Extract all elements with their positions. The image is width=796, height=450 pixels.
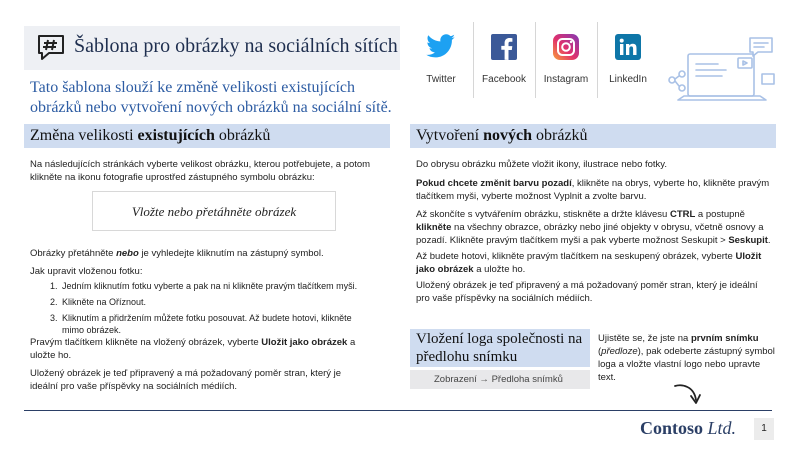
menu-item-slide-master: Předloha snímků [491,374,563,385]
text-bold: prvním snímku [690,333,759,344]
text-part: ( [598,346,602,357]
text-part: a postupně [695,209,745,220]
text-part: Ujistěte se, že jste na [598,333,691,344]
heading-part: Vytvoření [416,127,484,144]
heading-bold: existujících [137,127,215,144]
text-part: Obrázky přetáhněte [30,248,117,259]
text-part: Až budete hotovi, klikněte pravým tlačítkem na seskupený obrázek, vyberte [416,251,736,262]
paragraph: Uložený obrázek je teď připravený a má požadovaný poměr stran, který je ideální pro vaše příspěvky na sociálních médiích. [30,368,342,392]
text-part: Až skončíte s vytvářením obrázku, stiskněte a držte klávesu [416,209,670,220]
heading-part: obrázků [532,127,588,144]
footer-divider [24,410,772,411]
text-part: a uložte ho. [30,337,356,361]
intro-text: Tato šablona slouží ke změně velikosti existujících obrázků nebo vytvoření nových obrázků na sociální sítě. [30,79,392,116]
text-part: a uložte ho. [473,264,526,275]
curved-arrow-icon [672,382,706,408]
text-bold: CTRL [669,209,696,220]
section-heading-create [410,124,776,148]
paragraph [30,336,356,362]
brand-suffix: Ltd. [703,418,737,438]
text-bold: Seskupit [728,235,768,246]
social-label: Twitter [426,74,456,85]
page-number: 1 [754,418,774,440]
text-part: je vyhledejte kliknutím na zástupný symbol. [138,248,324,259]
social-label: Instagram [543,74,589,85]
list-item: 2. Klikněte na Oříznout. [60,296,360,308]
list-item: 1. Jedním kliknutím fotku vyberte a pak na ni klikněte pravým tlačítkem myši. [60,280,360,292]
text-part: Pravým tlačítkem klikněte na vložený obrázek, vyberte [30,337,262,348]
facebook-icon [491,34,517,60]
paragraph [416,177,772,203]
section-heading-resize [24,124,390,148]
heading-part: Změna velikosti [30,127,138,144]
hashtag-icon [36,32,66,62]
instagram-icon [553,34,579,60]
text-bold: Uložit jako obrázek [261,337,348,348]
paragraph: Jak upravit vloženou fotku: [30,266,143,277]
social-label: LinkedIn [609,74,647,85]
heading-bold: nových [483,127,533,144]
social-linkedin [597,34,659,85]
menu-path [410,370,590,389]
social-instagram [535,34,597,85]
paragraph [416,250,772,276]
list-item: 3. Kliknutím a přidržením můžete fotku posouvat. Až budete hotovi, klikněte mimo obrázek. [60,312,360,336]
text-emphasis: předloze [601,346,638,357]
text-bold: Uložit jako obrázek [416,251,762,275]
menu-item-view: Zobrazení [434,374,477,385]
logo-instructions [598,332,776,384]
brand-name: Contoso [640,418,704,438]
text-bold: klikněte [416,222,452,233]
image-placeholder[interactable]: Vložte nebo přetáhněte obrázek [92,191,336,231]
social-twitter [410,34,472,85]
text-part: ), pak odeberte zástupný symbol loga a vložte vlastní logo nebo upravte text. [598,346,775,383]
company-logo [640,418,736,439]
linkedin-icon [615,34,641,60]
twitter-icon [426,34,456,60]
text-part: na všechny obrazce, obrázky nebo jiné objekty v obrysu, včetně osnovy a pozadí. Klikněte pravým tlačítkem myši a pak vyberte možnost Seskupit > [416,222,764,246]
arrow-right-icon: → [479,374,489,385]
text-part: . [767,235,771,246]
logo-heading: Vložení loga společnosti na předlohu snímku [410,329,590,367]
paragraph [416,208,772,247]
text-bold: Pokud chcete změnit barvu pozadí [416,178,572,189]
paragraph [30,247,386,260]
heading-part: obrázků [214,127,271,144]
text-emphasis: nebo [116,248,139,259]
social-label: Facebook [482,74,526,85]
text-part: , klikněte na obrys, vyberte ho, klikněte pravým tlačítkem myši, vyberte možnost Vyplnit a zvolte barvu. [416,178,770,202]
paragraph: Na následujících stránkách vyberte velikost obrázku, kterou potřebujete, a potom klikněte na ikonu fotografie uprostřed zástupného symbolu obrázku: [30,159,371,183]
page-title: Šablona pro obrázky na sociálních sítích [74,35,398,57]
steps-list [30,280,360,340]
laptop-illustration [666,34,778,110]
paragraph: Do obrysu obrázku můžete vložit ikony, ilustrace nebo fotky. [416,159,667,170]
paragraph: Uložený obrázek je teď připravený a má požadovaný poměr stran, který je ideální pro vaše příspěvky na sociálních médiích. [416,280,758,304]
social-facebook [473,34,535,85]
